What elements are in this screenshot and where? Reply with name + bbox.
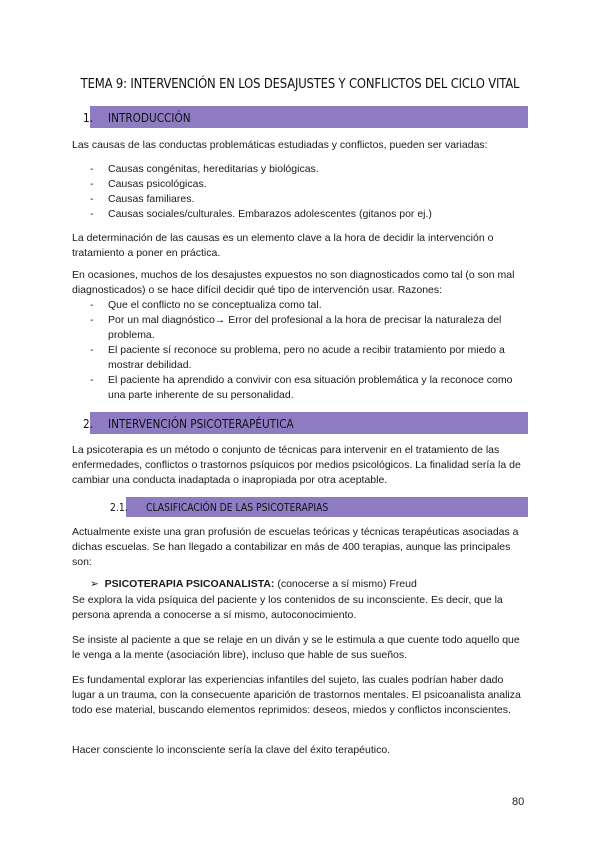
classification-paragraph: Actualmente existe una gran profusión de escuelas teóricas y técnicas terapéuticas asociadas a dichas escuelas. Se han llegado a contabilizar en más de 400 terapias, aunque las principales son: xyxy=(72,526,519,568)
cause-item: Causas sociales/culturales. Embarazos adolescentes (gitanos por ej.) xyxy=(108,208,432,220)
reason-item: El paciente ha aprendido a convivir con esa situación problemática y la reconoce como una parte inherente de su personalidad. xyxy=(108,374,513,401)
section-2-header xyxy=(83,412,528,434)
psychoanalytic-note: (conocerse a sí mismo) Freud xyxy=(274,578,417,590)
list-bullet: - xyxy=(90,163,94,175)
reason-item: Que el conflicto no se conceptualiza como tal. xyxy=(108,299,322,311)
document-title: TEMA 9: INTERVENCIÓN EN LOS DESAJUSTES Y CONFLICTOS DEL CICLO VITAL xyxy=(80,76,520,92)
psychoanalytic-paragraph-2: Se insiste al paciente a que se relaje en un diván y se le estimula a que cuente todo aquello que le venga a la mente (asociación libre), incluso que hable de sus sueños. xyxy=(72,634,520,661)
psychotherapy-definition: La psicoterapia es un método o conjunto de técnicas para intervenir en el tratamiento de las enfermedades, conflictos o trastornos psíquicos por medios psicológicos. La finalidad sería la de cambiar una conducta inadaptada o inapropiada por otra aceptable. xyxy=(72,444,521,486)
subsection-2-1-header xyxy=(110,497,528,517)
cause-item: Causas familiares. xyxy=(108,193,195,205)
psychoanalytic-item xyxy=(90,577,417,592)
subsection-title: CLASIFICACIÓN DE LAS PSICOTERAPIAS xyxy=(146,500,329,514)
section-1-title: INTRODUCCIÓN xyxy=(108,109,191,125)
list-bullet: - xyxy=(90,314,94,326)
list-bullet: - xyxy=(90,344,94,356)
page-number: 80 xyxy=(512,796,525,808)
section-2-number: 2. xyxy=(83,415,94,431)
section-1-number: 1. xyxy=(83,109,94,125)
reason-item: El paciente sí reconoce su problema, pero no acude a recibir tratamiento por miedo a mostrar debilidad. xyxy=(108,344,505,371)
list-bullet: - xyxy=(90,374,94,386)
intro-paragraph: Las causas de las conductas problemáticas estudiadas y conflictos, pueden ser variadas: xyxy=(72,139,488,151)
list-bullet: - xyxy=(90,193,94,205)
list-bullet: - xyxy=(90,208,94,220)
psychoanalytic-paragraph-1: Se explora la vida psíquica del paciente y los contenidos de su inconsciente. Es decir, que la persona aprenda a conocerse a sí mismo, autoconocimiento. xyxy=(72,594,503,621)
psychoanalytic-paragraph-3: Es fundamental explorar las experiencias infantiles del sujeto, las cuales podrían haber dado lugar a un trauma, con la consecuente aparición de trastornos mentales. El psicoanalista analiza todo ese material, buscando elementos reprimidos: deseos, miedos y conflictos inconscientes. xyxy=(72,674,521,716)
section-2-title: INTERVENCIÓN PSICOTERAPÉUTICA xyxy=(108,415,294,431)
subsection-number: 2.1. xyxy=(110,500,128,514)
arrow-bullet-icon: ➢ xyxy=(90,578,99,590)
cause-item: Causas congénitas, hereditarias y biológicas. xyxy=(108,163,319,175)
psychoanalytic-paragraph-4: Hacer consciente lo inconsciente sería la clave del éxito terapéutico. xyxy=(72,744,391,756)
list-bullet: - xyxy=(90,178,94,190)
section-1-header xyxy=(83,106,528,128)
psychoanalytic-label: PSICOTERAPIA PSICOANALISTA: xyxy=(104,578,275,590)
list-bullet: - xyxy=(90,299,94,311)
reason-item: Por un mal diagnóstico→ Error del profesional a la hora de precisar la naturaleza del problema. xyxy=(108,314,502,341)
determination-paragraph: La determinación de las causas es un elemento clave a la hora de decidir la intervención o tratamiento a poner en práctica. xyxy=(72,232,494,259)
misdiagnosis-paragraph: En ocasiones, muchos de los desajustes expuestos no son diagnosticados como tal (o son mal diagnosticados) o se hace difícil decidir qué tipo de intervención usar. Razones: xyxy=(72,269,515,296)
cause-item: Causas psicológicas. xyxy=(108,178,207,190)
